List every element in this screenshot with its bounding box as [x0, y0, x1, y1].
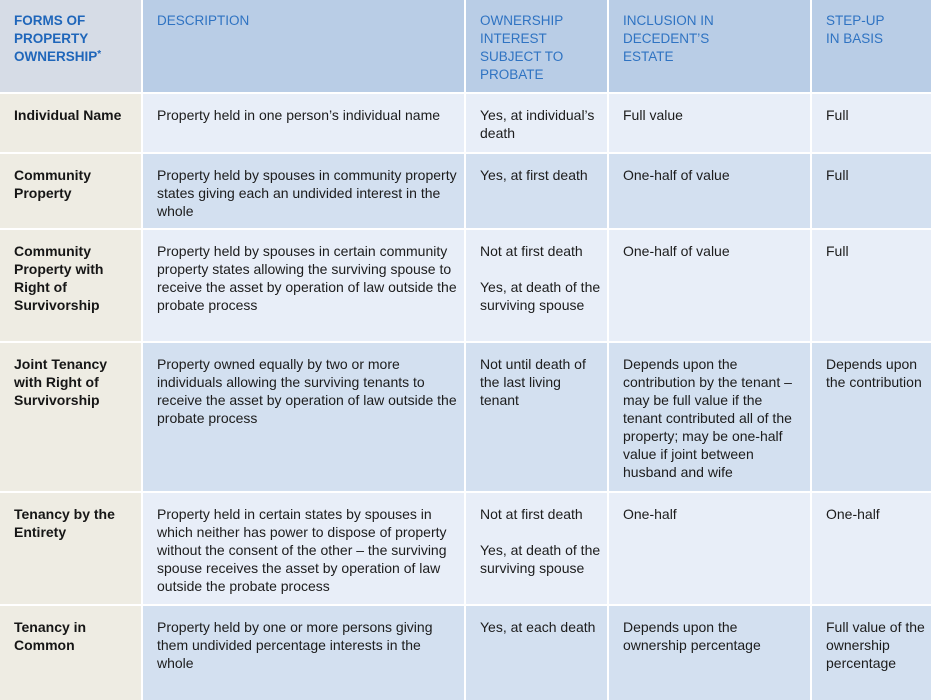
row-description: Property held by spouses in certain community property states allowing the surviving spouse to receive the asset by operation of law outside the probate process: [142, 229, 465, 342]
row-description: Property held in certain states by spouses in which neither has power to dispose of property without the consent of the other – the surviving spouse receives the asset by operation of law outside the probate process: [142, 492, 465, 605]
row-probate: Yes, at first death: [465, 153, 608, 229]
row-probate: Yes, at each death: [465, 605, 608, 700]
row-probate-first: Not at first death: [480, 506, 583, 522]
row-basis: Full: [811, 93, 931, 153]
row-form-label: Tenancy by the Entirety: [0, 492, 142, 605]
row-form-label: Community Property: [0, 153, 142, 229]
row-probate: [465, 229, 608, 342]
row-estate: One-half of value: [608, 153, 811, 229]
row-basis: Full: [811, 153, 931, 229]
header-forms-of-ownership: [0, 0, 142, 93]
header-probate: OWNERSHIP INTEREST SUBJECT TO PROBATE: [465, 0, 608, 93]
table-row-community-property-survivorship: [0, 229, 931, 342]
header-estate: INCLUSION IN DECEDENT’S ESTATE: [608, 0, 811, 93]
table-row-tenancy-common: [0, 605, 931, 700]
row-estate: Depends upon the contribution by the tenant – may be full value if the tenant contributed all of the property; may be one-half value if joint between husband and wife: [608, 342, 811, 492]
row-basis: Full value of the ownership percentage: [811, 605, 931, 700]
row-basis: Full: [811, 229, 931, 342]
row-description: Property held by spouses in community property states giving each an undivided interest in the whole: [142, 153, 465, 229]
table-row-community-property: [0, 153, 931, 229]
table-row-tenancy-entirety: [0, 492, 931, 605]
header-forms-label: FORMS OF PROPERTY OWNERSHIP: [14, 13, 98, 64]
row-description: Property held in one person’s individual name: [142, 93, 465, 153]
row-probate-first: Not at first death: [480, 243, 583, 259]
row-estate: Full value: [608, 93, 811, 153]
row-probate-second: Yes, at death of the surviving spouse: [480, 542, 601, 576]
header-row: [0, 0, 931, 93]
row-probate: [465, 492, 608, 605]
footnote-marker: *: [97, 49, 102, 60]
row-description: Property held by one or more persons giving them undivided percentage interests in the whole: [142, 605, 465, 700]
row-probate: Yes, at individual’s death: [465, 93, 608, 153]
row-form-label: Individual Name: [0, 93, 142, 153]
row-form-label: Joint Tenancy with Right of Survivorship: [0, 342, 142, 492]
table-row-joint-tenancy: [0, 342, 931, 492]
row-probate: Not until death of the last living tenant: [465, 342, 608, 492]
row-description: Property owned equally by two or more individuals allowing the surviving tenants to receive the asset by operation of law outside the probate process: [142, 342, 465, 492]
row-estate: One-half of value: [608, 229, 811, 342]
header-description: DESCRIPTION: [142, 0, 465, 93]
row-form-label: Tenancy in Common: [0, 605, 142, 700]
row-estate: One-half: [608, 492, 811, 605]
row-basis: Depends upon the contribution: [811, 342, 931, 492]
header-step-up-basis: STEP-UP IN BASIS: [811, 0, 931, 93]
row-basis: One-half: [811, 492, 931, 605]
row-probate-second: Yes, at death of the surviving spouse: [480, 279, 601, 313]
row-estate: Depends upon the ownership percentage: [608, 605, 811, 700]
row-form-label: Community Property with Right of Survivorship: [0, 229, 142, 342]
table-row-individual-name: [0, 93, 931, 153]
